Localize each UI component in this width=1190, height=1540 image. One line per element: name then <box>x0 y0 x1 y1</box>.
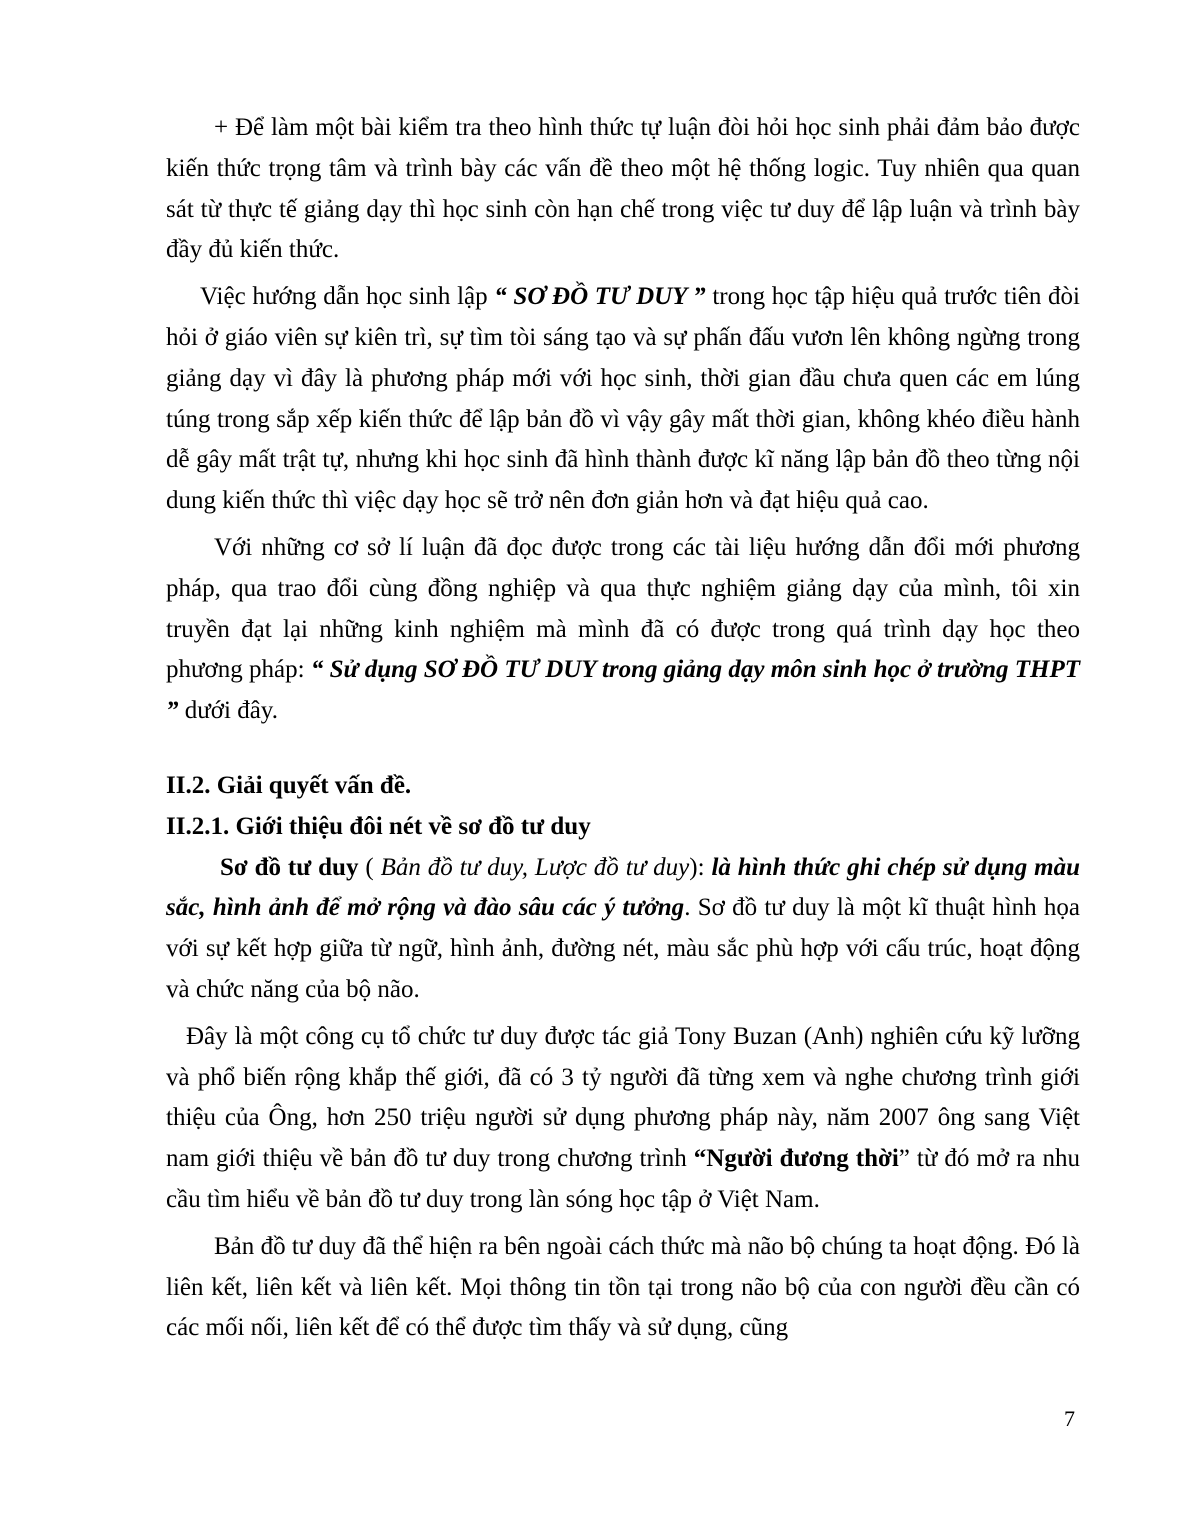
page-content <box>166 108 1080 1355</box>
text-run: dưới đây. <box>178 697 278 725</box>
alternate-names: Bản đồ tư duy, Lược đồ tư duy <box>380 853 690 881</box>
emphasis-so-do-tu-duy: “ SƠ ĐỒ TƯ DUY ” <box>494 283 706 311</box>
heading-section-2: II.2. Giải quyết vấn đề. <box>166 771 412 799</box>
term-so-do-tu-duy: Sơ đồ tư duy <box>220 853 359 881</box>
paragraph-experience <box>166 528 1080 732</box>
paragraph-tony-buzan <box>166 1017 1080 1221</box>
text-run: ” từ đó mở ra nhu cầu tìm hiểu về bản đồ tư duy trong làn sóng học tập ở Việt Nam. <box>166 1145 1081 1213</box>
heading-section-2-1: II.2.1. Giới thiệu đôi nét về sơ đồ tư duy <box>166 812 591 840</box>
paragraph-brain-links: Bản đồ tư duy đã thể hiện ra bên ngoài cách thức mà não bộ chúng ta hoạt động. Đó là liên kết, liên kết và liên kết. Mọi thông tin tồn tại trong não bộ của con người đều cần có các mối nối, liên kết để có thể được tìm thấy và sử dụng, cũng <box>166 1232 1080 1342</box>
text-run: ): <box>689 853 712 881</box>
paragraph-essay-test: + Để làm một bài kiểm tra theo hình thức tự luận đòi hỏi học sinh phải đảm bảo được kiến thức trọng tâm và trình bày các vấn đề theo một hệ thống logic. Tuy nhiên qua quan sát từ thực tế giảng dạy thì học sinh còn hạn chế trong việc tư duy để lập luận và trình bày đầy đủ kiến thức. <box>166 114 1080 264</box>
section-spacer <box>166 738 1080 766</box>
text-run: . Sơ đồ tư duy là một kĩ thuật hình họa với sự kết hợp giữa từ ngữ, hình ảnh, đường nét, màu sắc phù hợp với cấu trúc, hoạt động và chức năng của bộ não. <box>166 894 1080 1003</box>
definition-text: là hình thức ghi chép sử dụng màu sắc, hình ảnh để mở rộng và đào sâu các ý tưởng <box>166 853 1080 922</box>
page-number: 7 <box>1064 1406 1075 1431</box>
text-run: ( <box>358 853 381 881</box>
paragraph-definition <box>166 848 1080 1011</box>
text-run: Với những cơ sở lí luận đã đọc được trong các tài liệu hướng dẫn đổi mới phương pháp, qua trao đổi cùng đồng nghiệp và qua thực nghiệm giảng dạy của mình, tôi xin truyền đạt lại những kinh nghiệm mà mình đã có được trong quá trình dạy học theo phương pháp: <box>166 533 1080 684</box>
text-run: trong học tập hiệu quả trước tiên đòi hỏi ở giáo viên sự kiên trì, sự tìm tòi sáng tạo và sự phấn đấu vươn lên không ngừng trong giảng dạy vì đây là phương pháp mới với học sinh, thời gian đầu chưa quen các em lúng túng trong sắp xếp kiến thức để lập bản đồ vì vậy gây mất thời gian, không khéo điều hành dễ gây mất trật tự, nhưng khi học sinh đã hình thành được kĩ năng lập bản đồ theo từng nội dung kiến thức thì việc dạy học sẽ trở nên đơn giản hơn và đạt hiệu quả cao. <box>166 283 1080 515</box>
paragraph-mind-map-guidance <box>166 277 1080 522</box>
text-run: Việc hướng dẫn học sinh lập <box>200 283 495 311</box>
text-run: Đây là một công cụ tổ chức tư duy được tác giả Tony Buzan (Anh) nghiên cứu kỹ lưỡng và phổ biến rộng khắp thế giới, đã có 3 tỷ người đã từng xem và nghe chương trình giới thiệu của Ông, hơn 250 triệu người sử dụng phương pháp này, năm 2007 ông sang Việt nam giới thiệu về bản đồ tư duy trong chương trình <box>166 1022 1080 1173</box>
emphasis-topic-title: “ Sử dụng SƠ ĐỒ TƯ DUY trong giảng dạy môn sinh học ở trường THPT ” <box>166 656 1081 725</box>
program-name: “Người đương thời <box>693 1145 899 1173</box>
